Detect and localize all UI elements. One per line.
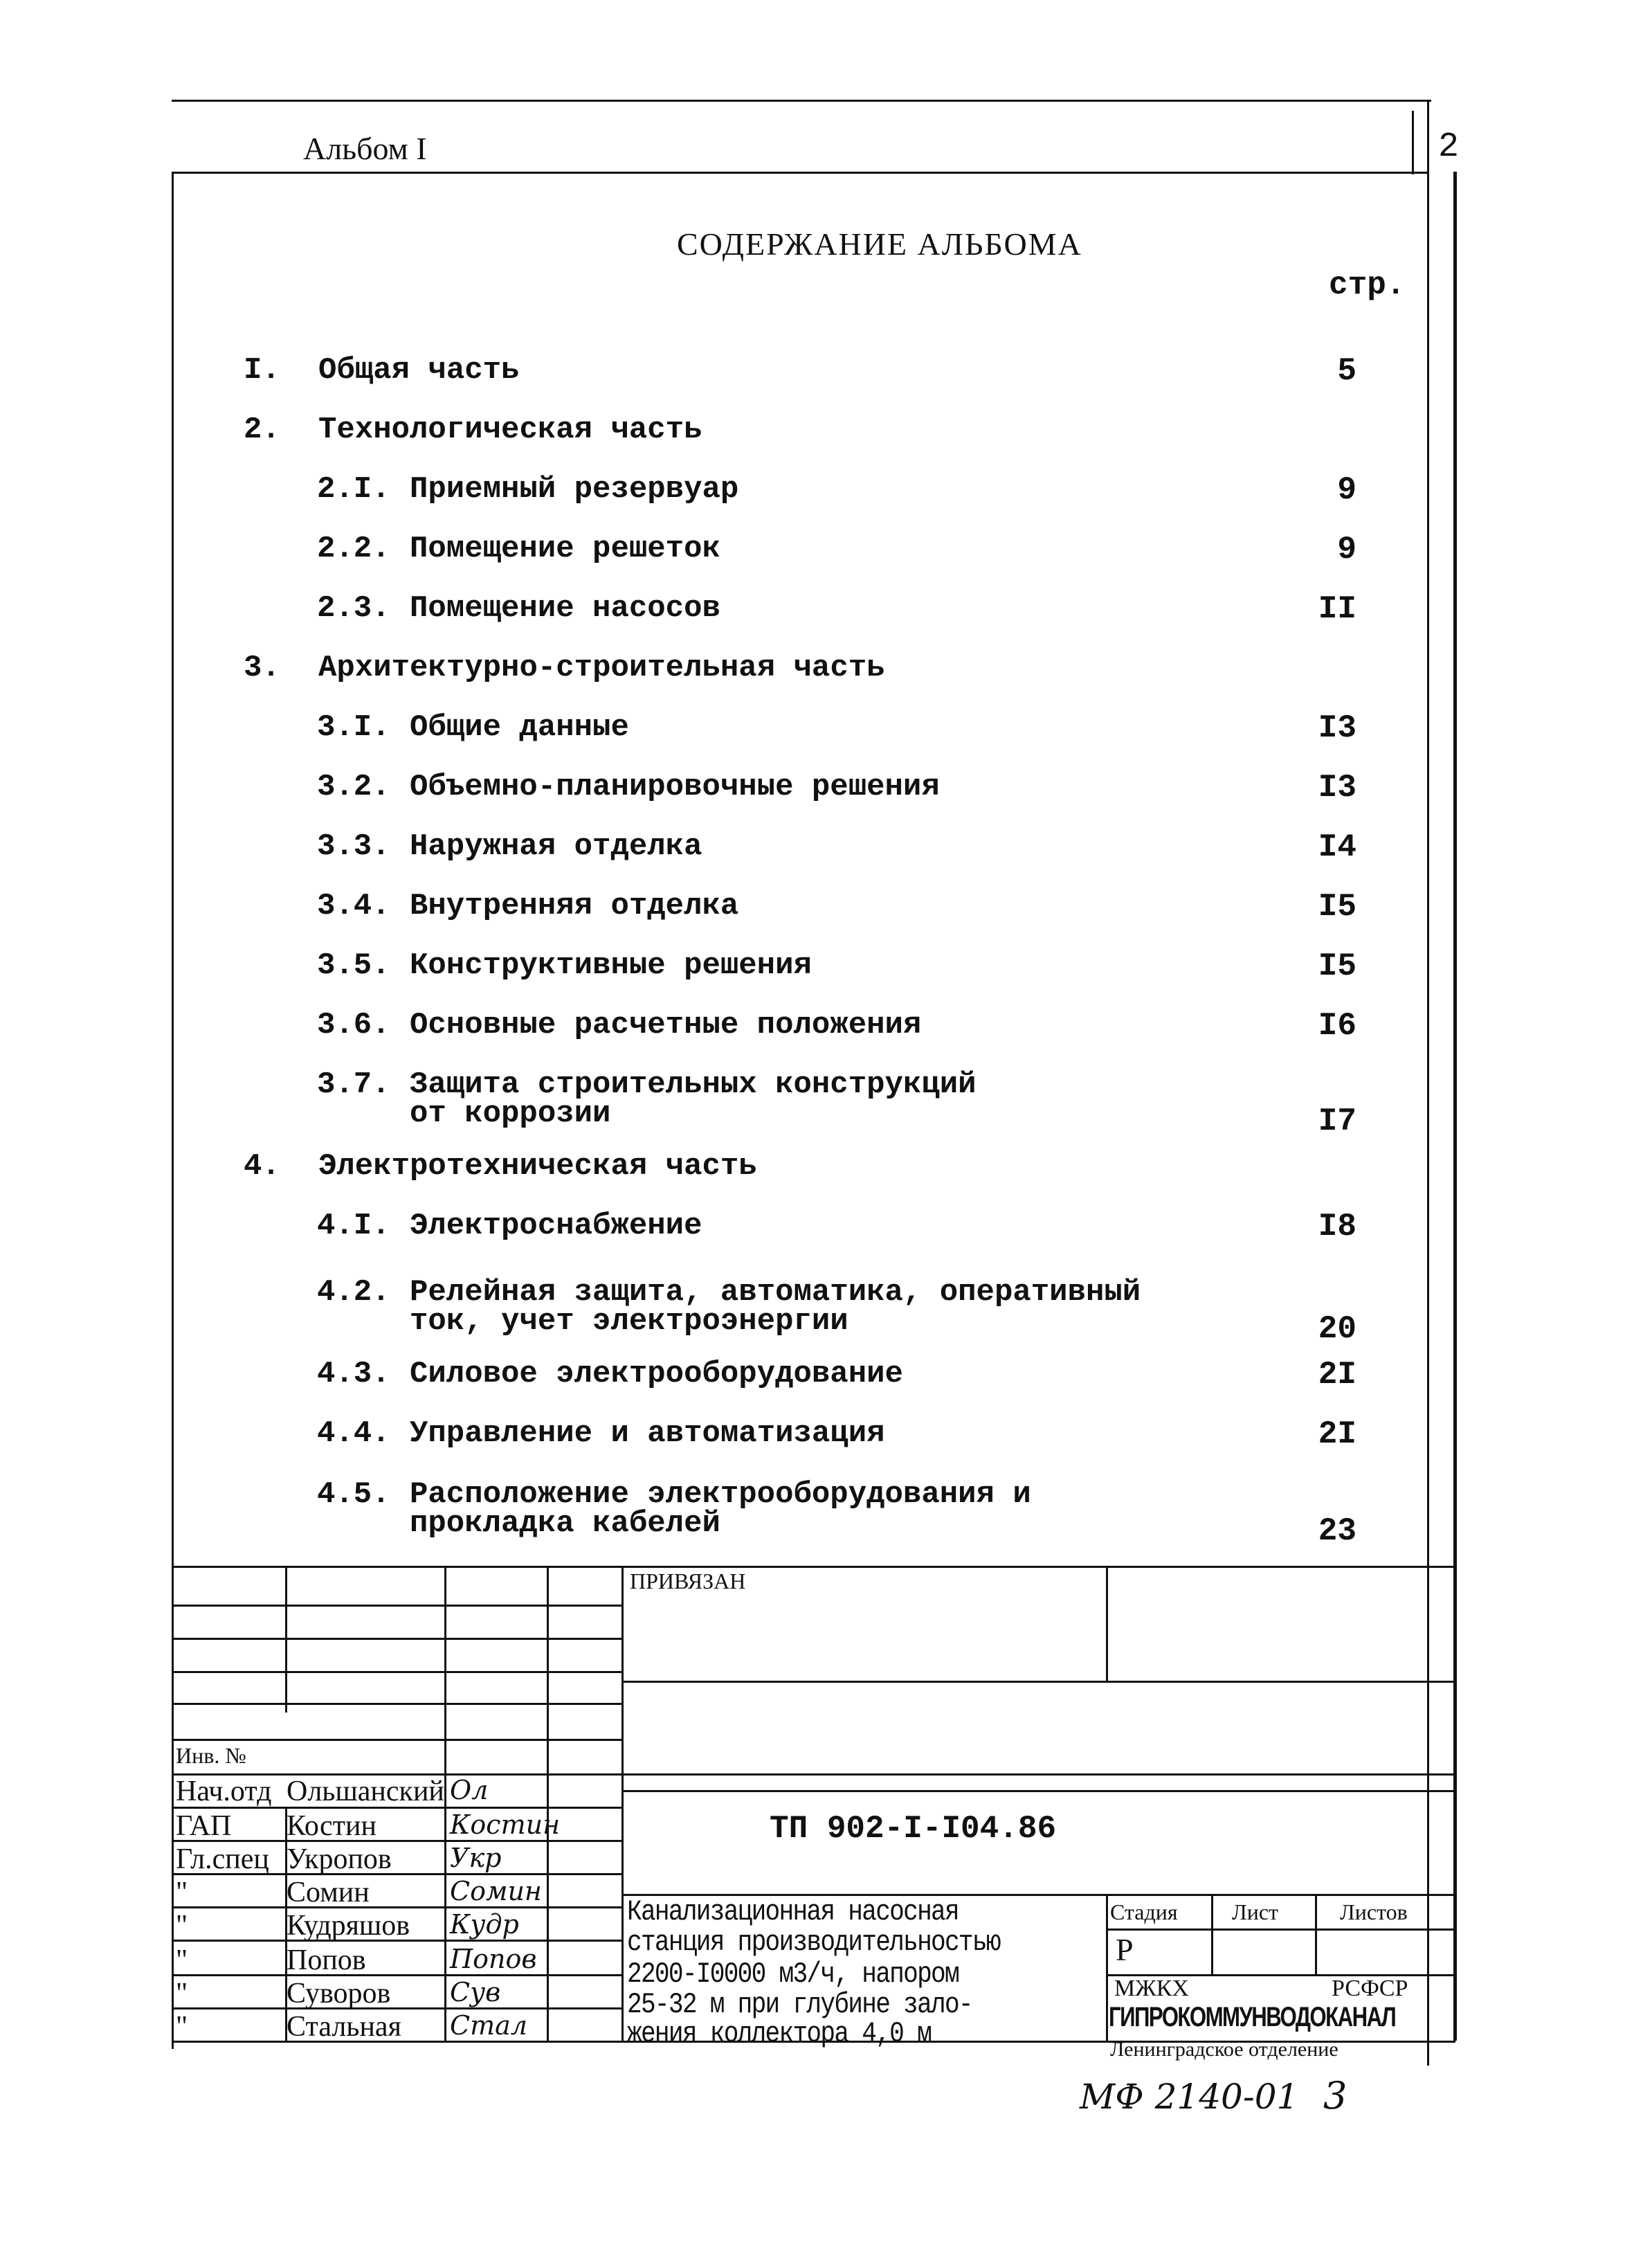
toc-item-text: Электротехническая часть — [318, 1149, 757, 1184]
toc-item-text: Наружная отделка — [410, 829, 702, 864]
description-line: 2200-I0000 м3/ч, напором — [627, 1958, 959, 1991]
toc-item-text: Расположение электрооборудования и — [410, 1477, 1031, 1512]
toc-item-number: 2.I. — [317, 472, 390, 507]
republic-label: РСФСР — [1332, 1976, 1408, 2001]
toc-item-page: I4 — [1318, 829, 1356, 865]
toc-item-page: I6 — [1318, 1008, 1356, 1044]
stamp-name: Костин — [287, 1810, 376, 1842]
stamp-name: Попов — [287, 1944, 366, 1976]
toc-item-page: 2I — [1318, 1357, 1356, 1393]
stamp-role: Гл.спец — [176, 1843, 269, 1875]
toc-item-page: 9 — [1337, 472, 1356, 508]
toc-item-number: 2.2. — [317, 532, 390, 566]
ministry-label: МЖКХ — [1114, 1976, 1189, 2001]
description-line: станция производительностью — [627, 1926, 1000, 1959]
branch-name: Ленинградское отделение — [1110, 2038, 1338, 2061]
stamp-role: Нач.отд — [176, 1776, 272, 1807]
toc-item-page: I8 — [1318, 1209, 1356, 1245]
footer-page-number: 3 — [1323, 2074, 1347, 2117]
sheet-number: 2 — [1438, 127, 1460, 167]
toc-item-number: 4.I. — [317, 1209, 390, 1243]
toc-item-number: 4.3. — [317, 1357, 390, 1391]
toc-item-page: I5 — [1318, 889, 1356, 925]
toc-item-text: Общая часть — [318, 353, 520, 388]
toc-item-number: 3.6. — [317, 1008, 390, 1042]
toc-item-page: I7 — [1318, 1103, 1356, 1139]
stamp-name: Ольшанский — [287, 1776, 444, 1807]
stamp-signature: Укр — [450, 1843, 502, 1873]
toc-item-text: Конструктивные решения — [410, 948, 812, 983]
stamp-name: Сомин — [287, 1877, 370, 1908]
stamp-role: ГАП — [176, 1810, 232, 1842]
toc-item-page: 9 — [1337, 532, 1356, 568]
toc-item-number: 4. — [244, 1149, 280, 1184]
description-line: жения коллектора 4,0 м — [627, 2017, 932, 2050]
toc-item-number: 4.4. — [317, 1416, 390, 1451]
toc-item-number: 3.4. — [317, 889, 390, 923]
toc-item-page: 23 — [1318, 1513, 1356, 1549]
toc-item-page: 5 — [1337, 353, 1356, 389]
toc-item-page: I3 — [1318, 710, 1356, 746]
toc-item-text: Защита строительных конструкций — [410, 1067, 977, 1102]
toc-item-text: Общие данные — [410, 710, 629, 745]
toc-item-number: 3.3. — [317, 829, 390, 864]
stamp-name: Кудряшов — [287, 1910, 410, 1942]
description-line: Канализационная насосная — [627, 1895, 959, 1929]
toc-item-text: Релейная защита, автоматика, оперативный — [410, 1275, 1141, 1310]
toc-item-text: Объемно-планировочные решения — [410, 770, 940, 804]
stamp-role: " — [176, 1978, 188, 2009]
toc-item-text-continued: от коррозии — [410, 1096, 611, 1131]
stamp-role: " — [176, 1877, 188, 1908]
toc-item-page: II — [1318, 591, 1356, 627]
toc-item-page: 20 — [1318, 1311, 1356, 1347]
toc-item-text: Помещение решеток — [410, 532, 720, 566]
page-column-label: стр. — [1329, 267, 1406, 303]
stamp-role: " — [176, 1944, 188, 1976]
stamp-signature: Костин — [450, 1809, 561, 1840]
toc-item-number: 4.5. — [317, 1477, 390, 1512]
stamp-name: Суворов — [287, 1978, 391, 2009]
toc-item-number: I. — [244, 353, 280, 388]
stamp-signature: Ол — [450, 1775, 489, 1805]
sheet-label: Лист — [1232, 1899, 1279, 1924]
toc-item-text: Помещение насосов — [410, 591, 720, 626]
toc-item-text-continued: прокладка кабелей — [410, 1506, 720, 1541]
toc-item-number: 2. — [244, 413, 280, 447]
toc-item-text: Приемный резервуар — [410, 472, 739, 507]
toc-item-number: 2.3. — [317, 591, 390, 626]
stamp-role: " — [176, 2011, 188, 2043]
page-title: СОДЕРЖАНИЕ АЛЬБОМА — [677, 226, 1082, 262]
stamp-name: Укропов — [287, 1843, 392, 1875]
stage-value: Р — [1116, 1932, 1134, 1967]
privyazan-label: ПРИВЯЗАН — [630, 1569, 746, 1593]
organization-name: ГИПРОКОММУНВОДОКАНАЛ — [1109, 2002, 1396, 2032]
toc-item-text: Управление и автоматизация — [410, 1416, 885, 1451]
stamp-signature: Кудр — [450, 1909, 519, 1940]
stage-label: Стадия — [1110, 1899, 1178, 1924]
toc-item-number: 3.I. — [317, 710, 390, 745]
stamp-signature: Сомин — [450, 1876, 542, 1906]
stamp-role: " — [176, 1910, 188, 1942]
stamp-signature: Попов — [450, 1944, 537, 1974]
toc-item-text: Технологическая часть — [318, 413, 702, 447]
toc-item-text: Силовое электрооборудование — [410, 1357, 903, 1391]
description-line: 25-32 м при глубине зало- — [627, 1988, 972, 2021]
stamp-name: Стальная — [287, 2011, 401, 2043]
toc-item-page: I5 — [1318, 948, 1356, 984]
toc-item-number: 4.2. — [317, 1275, 390, 1310]
inventory-label: Инв. № — [176, 1743, 246, 1768]
toc-item-number: 3.2. — [317, 770, 390, 804]
stamp-signature: Стал — [450, 2010, 527, 2041]
footer-code: МФ 2140-01 — [1080, 2077, 1299, 2117]
stamp-signature: Сув — [450, 1977, 501, 2007]
toc-item-text: Внутренняя отделка — [410, 889, 739, 923]
toc-item-text: Электроснабжение — [410, 1209, 702, 1243]
toc-item-page: I3 — [1318, 770, 1356, 806]
toc-item-page: 2I — [1318, 1416, 1356, 1452]
toc-item-number: 3.7. — [317, 1067, 390, 1102]
album-label: Альбом I — [303, 131, 427, 166]
sheets-label: Листов — [1340, 1899, 1408, 1924]
toc-item-number: 3.5. — [317, 948, 390, 983]
document-code: ТП 902-I-I04.86 — [770, 1811, 1057, 1847]
toc-item-text: Основные расчетные положения — [410, 1008, 922, 1042]
toc-item-text: Архитектурно-строительная часть — [318, 651, 885, 685]
toc-item-text-continued: ток, учет электроэнергии — [410, 1304, 848, 1339]
toc-item-number: 3. — [244, 651, 280, 685]
